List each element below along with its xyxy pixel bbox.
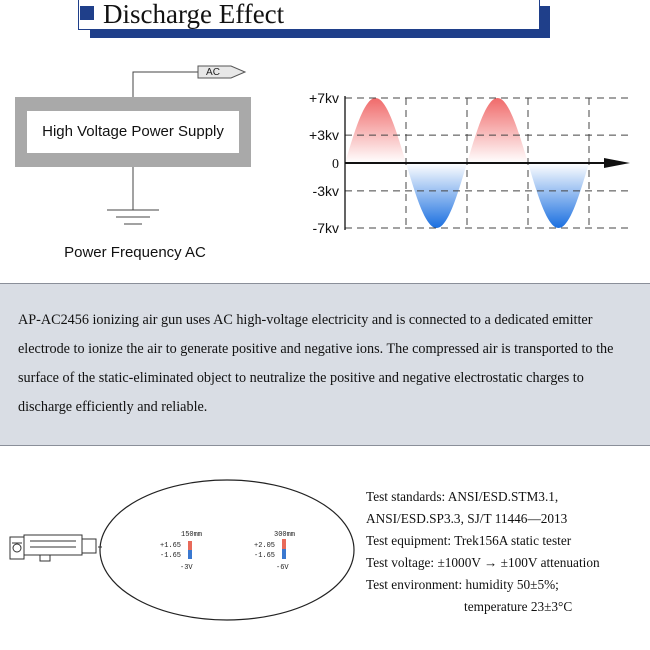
- y-tick-label: +3kv: [309, 127, 339, 144]
- ac-tag-label: AC: [206, 67, 220, 78]
- ac-waveform-chart: [290, 80, 640, 240]
- positive-half-wave: [467, 98, 528, 163]
- right-probe-result: -6V: [276, 564, 289, 572]
- title-bullet-icon: [80, 6, 94, 20]
- right-probe-bottom: -1.65: [254, 552, 276, 560]
- power-supply-label: High Voltage Power Supply: [42, 123, 224, 140]
- left-probe-top: +1.65: [160, 542, 182, 550]
- left-probe-indicator: [188, 541, 192, 559]
- negative-half-wave: [406, 163, 467, 228]
- test-setup-diagram: [0, 475, 360, 635]
- left-probe-bottom: -1.65: [160, 552, 182, 560]
- right-probe-distance: 300mm: [274, 531, 296, 539]
- test-specifications: [366, 486, 650, 618]
- spec-equipment: Test equipment: Trek156A static tester: [366, 533, 572, 548]
- negative-half-wave: [528, 163, 589, 228]
- right-probe-top: +2.05: [254, 542, 276, 550]
- left-probe-result: -3V: [180, 564, 193, 572]
- positive-half-wave: [345, 98, 406, 163]
- left-probe-distance: 150mm: [181, 531, 203, 539]
- y-tick-label: 0: [332, 157, 339, 172]
- spec-environment-line-2: temperature 23±3°C: [464, 599, 573, 614]
- spec-environment-line-1: Test environment: humidity 50±5%;: [366, 577, 559, 592]
- right-probe-indicator: [282, 539, 286, 559]
- spec-standards-line-1: Test standards: ANSI/ESD.STM3.1,: [366, 489, 559, 504]
- air-gun-icon: [10, 535, 96, 561]
- test-area-ellipse: [100, 480, 354, 620]
- y-tick-label: -3kv: [312, 182, 339, 199]
- x-axis-arrow-icon: [604, 158, 630, 168]
- description-text: AP-AC2456 ionizing air gun uses AC high-voltage electricity and is connected to a dedicated emitter electrode to ionize the air to generate positive and negative ions. The compressed air is transported to the surface of the static-eliminated object to neutralize the positive and negative electrostatic charges to discharge efficiently and reliable.: [18, 312, 614, 415]
- y-tick-label: +7kv: [309, 90, 339, 106]
- ground-icon: [107, 210, 159, 224]
- spec-standards-line-2: ANSI/ESD.SP3.3, SJ/T 11446—2013: [366, 511, 568, 526]
- power-frequency-caption: Power Frequency AC: [64, 244, 206, 261]
- page-title: Discharge Effect: [103, 0, 285, 29]
- y-tick-label: -7kv: [312, 220, 339, 236]
- spec-voltage: Test voltage: ±1000V → ±100V attenuation: [366, 555, 600, 570]
